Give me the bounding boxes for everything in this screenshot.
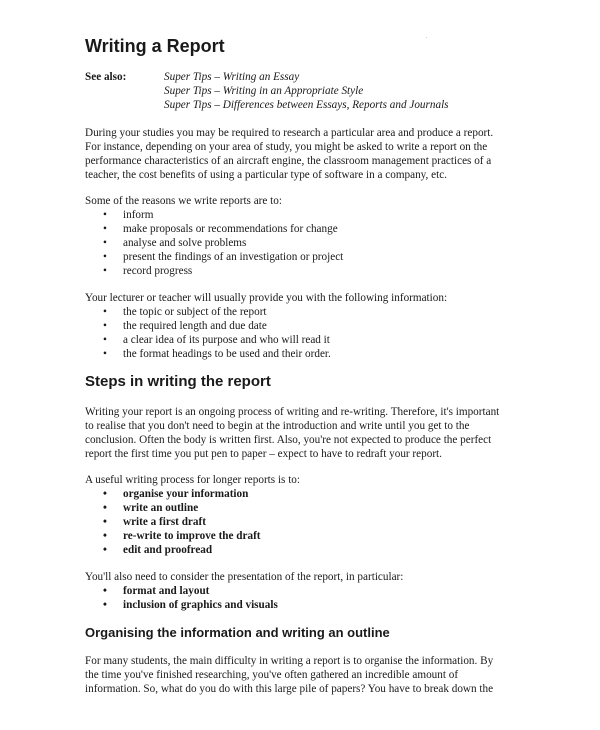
reasons-list [85,208,343,278]
list-item: • make proposals or recommendations for change [85,222,343,236]
list-item: • write an outline [85,501,261,515]
list-item: • format and layout [85,584,278,598]
steps-paragraph [85,405,530,461]
list-item: • analyse and solve problems [85,236,343,250]
see-also-link[interactable]: Super Tips – Writing an Essay [164,71,300,83]
page-title: Writing a Report [85,36,225,56]
text-line: information. So, what do you do with this large pile of papers? You have to break down the [85,683,494,695]
lecturer-intro: Your lecturer or teacher will usually provide you with the following information: [85,292,448,304]
see-also-link[interactable]: Super Tips – Writing in an Appropriate Style [164,85,364,97]
text-line: For instance, depending on your area of study, you might be asked to write a report on the [85,141,488,153]
organising-paragraph [85,654,530,696]
text-line: performance characteristics of an aircraft engine, the classroom management practices of a [85,155,492,167]
text-line: the time you've finished researching, you've often gathered an incredible amount of [85,669,459,681]
text-line: report the first time you put pen to paper – expect to have to redraft your report. [85,448,442,460]
text-line: to realise that you don't need to begin at the introduction and write until you get to the [85,420,470,432]
list-item: • re-write to improve the draft [85,529,261,543]
list-item: • the required length and due date [85,319,331,333]
reasons-intro: Some of the reasons we write reports are to: [85,195,282,207]
list-item: • record progress [85,264,343,278]
list-item: • inform [85,208,343,222]
text-line: conclusion. Often the body is written first. Also, you're not expected to produce the perfect [85,434,492,446]
presentation-list [85,584,278,612]
text-line: teacher, the cost benefits of using a particular type of software in a company, etc. [85,169,447,181]
list-item: • write a first draft [85,515,261,529]
process-list [85,487,261,557]
process-intro: A useful writing process for longer reports is to: [85,474,301,486]
see-also-link[interactable]: Super Tips – Differences between Essays, Reports and Journals [164,99,449,111]
text-line: During your studies you may be required to research a particular area and produce a report. [85,127,494,139]
list-item: • a clear idea of its purpose and who will read it [85,333,331,347]
list-item: • present the findings of an investigation or project [85,250,343,264]
see-also-label: See also: [85,71,127,83]
section-heading-organising: Organising the information and writing an outline [85,625,390,640]
lecturer-list [85,305,331,361]
text-line: For many students, the main difficulty in writing a report is to organise the information. By [85,655,494,667]
presentation-intro: You'll also need to consider the presentation of the report, in particular: [85,571,404,583]
text-line: Writing your report is an ongoing process of writing and re-writing. Therefore, it's important [85,406,500,418]
list-item: • organise your information [85,487,261,501]
list-item: • inclusion of graphics and visuals [85,598,278,612]
corner-mark: . [426,34,428,40]
intro-paragraph [85,126,530,182]
section-heading-steps: Steps in writing the report [85,373,271,390]
list-item: • edit and proofread [85,543,261,557]
list-item: • the topic or subject of the report [85,305,331,319]
see-also-list [164,70,449,112]
list-item: • the format headings to be used and their order. [85,347,331,361]
